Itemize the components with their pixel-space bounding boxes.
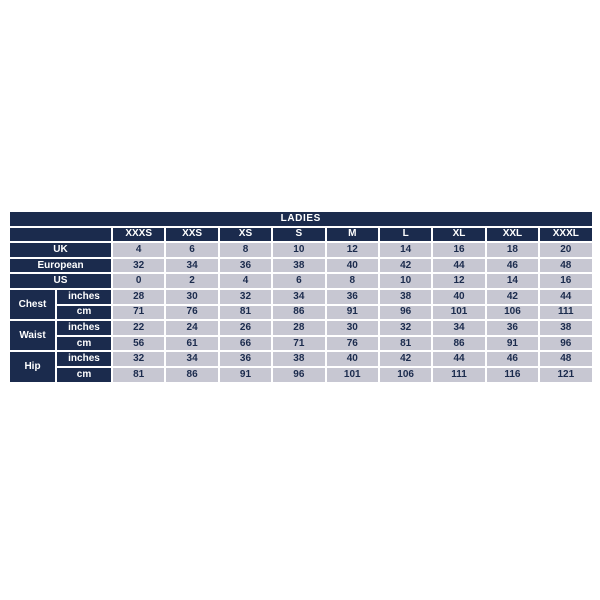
row-label: UK (9, 242, 112, 258)
data-cell: 48 (539, 258, 592, 274)
data-cell: 36 (486, 320, 539, 336)
data-cell: 44 (432, 258, 485, 274)
unit-label: cm (56, 336, 112, 352)
data-cell: 61 (165, 336, 218, 352)
row-label: US (9, 273, 112, 289)
table-title: LADIES (9, 211, 593, 227)
data-cell: 20 (539, 242, 592, 258)
data-cell: 81 (112, 367, 165, 383)
data-cell: 32 (379, 320, 432, 336)
data-cell: 71 (272, 336, 325, 352)
data-cell: 28 (272, 320, 325, 336)
unit-label: inches (56, 289, 112, 305)
data-cell: 38 (272, 258, 325, 274)
data-cell: 30 (326, 320, 379, 336)
size-header-cell: XXS (165, 227, 218, 243)
data-cell: 106 (379, 367, 432, 383)
data-cell: 96 (272, 367, 325, 383)
size-header-cell: XXL (486, 227, 539, 243)
data-cell: 18 (486, 242, 539, 258)
data-cell: 91 (219, 367, 272, 383)
data-cell: 46 (486, 258, 539, 274)
data-cell: 44 (539, 289, 592, 305)
data-cell: 56 (112, 336, 165, 352)
data-cell: 6 (165, 242, 218, 258)
data-cell: 14 (486, 273, 539, 289)
table-row (9, 289, 593, 305)
data-cell: 8 (219, 242, 272, 258)
row-label: European (9, 258, 112, 274)
size-header-cell: XXXL (539, 227, 592, 243)
data-cell: 86 (432, 336, 485, 352)
table-row (9, 320, 593, 336)
data-cell: 0 (112, 273, 165, 289)
data-cell: 4 (112, 242, 165, 258)
size-chart-body (9, 211, 593, 383)
unit-label: inches (56, 351, 112, 367)
size-header-cell: S (272, 227, 325, 243)
table-row (9, 351, 593, 367)
data-cell: 38 (379, 289, 432, 305)
data-cell: 91 (326, 305, 379, 321)
size-header-cell: L (379, 227, 432, 243)
data-cell: 14 (379, 242, 432, 258)
data-cell: 34 (165, 351, 218, 367)
data-cell: 42 (486, 289, 539, 305)
data-cell: 71 (112, 305, 165, 321)
data-cell: 34 (432, 320, 485, 336)
size-header-cell: M (326, 227, 379, 243)
data-cell: 76 (326, 336, 379, 352)
data-cell: 86 (272, 305, 325, 321)
data-cell: 111 (432, 367, 485, 383)
data-cell: 101 (432, 305, 485, 321)
title-row (9, 211, 593, 227)
unit-label: cm (56, 367, 112, 383)
data-cell: 111 (539, 305, 592, 321)
data-cell: 2 (165, 273, 218, 289)
size-header-cell: XS (219, 227, 272, 243)
table-row (9, 336, 593, 352)
data-cell: 28 (112, 289, 165, 305)
data-cell: 32 (112, 258, 165, 274)
data-cell: 48 (539, 351, 592, 367)
data-cell: 6 (272, 273, 325, 289)
table-row (9, 273, 593, 289)
data-cell: 42 (379, 351, 432, 367)
data-cell: 96 (539, 336, 592, 352)
data-cell: 22 (112, 320, 165, 336)
data-cell: 12 (432, 273, 485, 289)
unit-label: inches (56, 320, 112, 336)
ladies-size-chart (8, 210, 594, 384)
data-cell: 86 (165, 367, 218, 383)
data-cell: 8 (326, 273, 379, 289)
data-cell: 44 (432, 351, 485, 367)
data-cell: 36 (219, 351, 272, 367)
data-cell: 24 (165, 320, 218, 336)
data-cell: 36 (326, 289, 379, 305)
data-cell: 81 (219, 305, 272, 321)
data-cell: 106 (486, 305, 539, 321)
data-cell: 40 (326, 258, 379, 274)
data-cell: 40 (432, 289, 485, 305)
measure-label: Waist (9, 320, 56, 351)
unit-label: cm (56, 305, 112, 321)
data-cell: 10 (272, 242, 325, 258)
data-cell: 36 (219, 258, 272, 274)
measure-label: Hip (9, 351, 56, 382)
data-cell: 96 (379, 305, 432, 321)
data-cell: 32 (112, 351, 165, 367)
data-cell: 101 (326, 367, 379, 383)
data-cell: 46 (486, 351, 539, 367)
data-cell: 30 (165, 289, 218, 305)
corner-cell (9, 227, 112, 243)
data-cell: 121 (539, 367, 592, 383)
table-row (9, 305, 593, 321)
table-row (9, 367, 593, 383)
data-cell: 66 (219, 336, 272, 352)
size-header-cell: XXXS (112, 227, 165, 243)
data-cell: 38 (539, 320, 592, 336)
data-cell: 91 (486, 336, 539, 352)
data-cell: 116 (486, 367, 539, 383)
size-header-cell: XL (432, 227, 485, 243)
data-cell: 81 (379, 336, 432, 352)
data-cell: 32 (219, 289, 272, 305)
data-cell: 34 (165, 258, 218, 274)
table-row (9, 242, 593, 258)
data-cell: 38 (272, 351, 325, 367)
size-header-row (9, 227, 593, 243)
data-cell: 10 (379, 273, 432, 289)
data-cell: 12 (326, 242, 379, 258)
data-cell: 16 (432, 242, 485, 258)
data-cell: 4 (219, 273, 272, 289)
data-cell: 16 (539, 273, 592, 289)
data-cell: 40 (326, 351, 379, 367)
data-cell: 26 (219, 320, 272, 336)
table-row (9, 258, 593, 274)
data-cell: 34 (272, 289, 325, 305)
data-cell: 42 (379, 258, 432, 274)
data-cell: 76 (165, 305, 218, 321)
measure-label: Chest (9, 289, 56, 320)
